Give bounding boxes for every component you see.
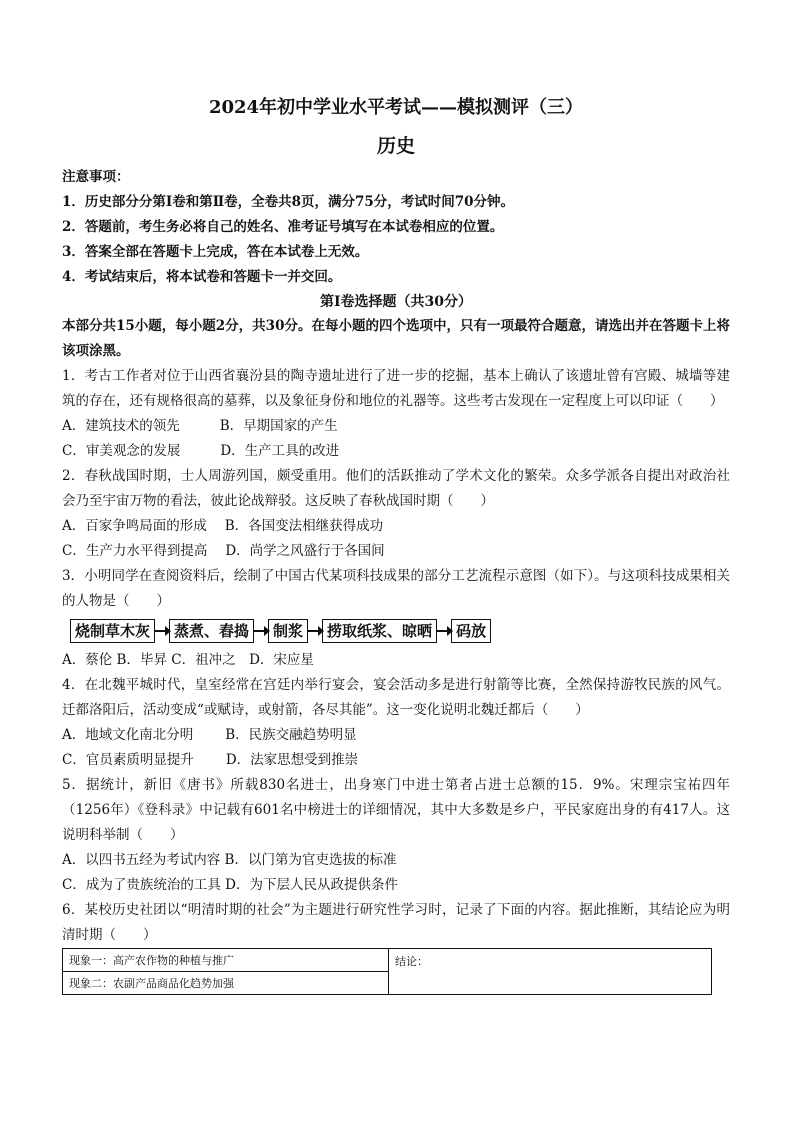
question-options-row [62, 539, 730, 564]
question-stem-4: 4．在北魏平城时代，皇室经常在宫廷内举行宴会，宴会活动多是进行射箭等比赛，全然保持游牧民族的风气。迁都洛阳后，活动变成“或赋诗，或射箭，各尽其能”。这一变化说明北魏迁都后（ ） [62, 677, 730, 718]
question-stem-1: 1．考古工作者对位于山西省襄汾县的陶寺遗址进行了进一步的挖掘，基本上确认了该遗址曾有宫殿、城墙等建筑的存在，还有规格很高的墓葬，以及象征身份和地位的礼器等。这些考古发现在一定程度上可以印证（ ） [62, 368, 730, 409]
option-b: B．各国变法相继获得成功 [224, 518, 384, 534]
notice-item: 4．考试结束后，将本试卷和答题卡一并交回。 [62, 269, 342, 285]
question-stem-6: 6．某校历史社团以“明清时期的社会”为主题进行研究性学习时，记录了下面的内容。据此推断，其结论应为明清时期（ ） [62, 902, 730, 943]
table-cell-conclusion: 结论： [389, 949, 712, 995]
notice-heading: 注意事项： [62, 169, 130, 185]
flow-arrow-icon [155, 630, 169, 632]
question-stem-2: 2．春秋战国时期，士人周游列国，颇受重用。他们的活跃推动了学术文化的繁荣。众多学派各自提出对政治社会乃至宇宙万物的看法，彼此论战辩驳。这反映了春秋战国时期（ ） [62, 468, 730, 509]
question-stem-5: 5．据统计，新旧《唐书》所载830名进士，出身寒门中进士第者占进士总额的15．9%。宋理宗宝祐四年（1256年）《登科录》中记载有601名中榜进士的详细情况，其中大多数是乡户，平民家庭出身的有417人。这说明科举制（ ） [62, 777, 730, 843]
question-options-row [62, 439, 730, 464]
flow-arrow-icon [437, 630, 451, 632]
question-options-row: A．以四书五经为考试内容 B．以门第为官吏选拔的标准 [62, 852, 397, 868]
observation-table [62, 948, 712, 995]
section-instruction: 本部分共15小题，每小题2分，共30分。在每小题的四个选项中，只有一项最符合题意，请选出并在答题卡上将该项涂黑。 [62, 318, 730, 359]
question-options-row [62, 514, 730, 539]
table-cell-phenomenon: 现象二：农副产品商品化趋势加强 [63, 972, 389, 995]
table-row [63, 949, 712, 972]
option-d: D．法家思想受到推崇 [225, 752, 359, 768]
option-c: C．生产力水平得到提高 [62, 543, 208, 559]
option-d: D．生产工具的改进 [220, 443, 340, 459]
section-title: 第Ⅰ卷选择题（共30分） [319, 294, 473, 310]
question-options-row [62, 748, 730, 773]
subject-title: 历史 [376, 135, 415, 157]
exam-title: 2024年初中学业水平考试——模拟测评（三） [208, 97, 584, 118]
process-flow-diagram [70, 618, 730, 644]
notice-item: 2．答题前，考生务必将自己的姓名、准考证号填写在本试卷相应的位置。 [62, 219, 504, 235]
flow-arrow-icon [308, 630, 322, 632]
flow-step: 捞取纸浆、晾晒 [322, 619, 437, 643]
table-cell-phenomenon: 现象一：高产农作物的种植与推广 [63, 949, 389, 972]
option-c: C．官员素质明显提升 [62, 752, 194, 768]
option-a: A．地域文化南北分明 [62, 727, 194, 743]
option-d: D．尚学之风盛行于各国间 [225, 543, 385, 559]
notice-item: 1．历史部分分第Ⅰ卷和第Ⅱ卷，全卷共8页，满分75分，考试时间70分钟。 [62, 194, 515, 210]
question-options-row: C．成为了贵族统治的工具 D．为下层人民从政提供条件 [62, 877, 398, 893]
option-c: C．审美观念的发展 [62, 443, 181, 459]
flow-step: 制浆 [268, 619, 308, 643]
flow-step: 烧制草木灰 [70, 619, 155, 643]
option-a: A．百家争鸣局面的形成 [62, 518, 207, 534]
option-a: A．建筑技术的领先 [62, 418, 180, 434]
option-b: B．民族交融趋势明显 [225, 727, 357, 743]
question-options-row: A．蔡伦 B．毕昇 C．祖冲之 D．宋应星 [62, 652, 314, 668]
question-options-row [62, 414, 730, 439]
notice-item: 3．答案全部在答题卡上完成，答在本试卷上无效。 [62, 244, 369, 260]
option-b: B．早期国家的产生 [219, 418, 338, 434]
flow-step: 蒸煮、舂捣 [169, 619, 254, 643]
question-stem-3: 3．小明同学在查阅资料后，绘制了中国古代某项科技成果的部分工艺流程示意图（如下）。与这项科技成果相关的人物是（ ） [62, 568, 730, 609]
flow-arrow-icon [254, 630, 268, 632]
exam-page [62, 95, 730, 995]
flow-step: 码放 [451, 619, 491, 643]
question-options-row [62, 723, 730, 748]
